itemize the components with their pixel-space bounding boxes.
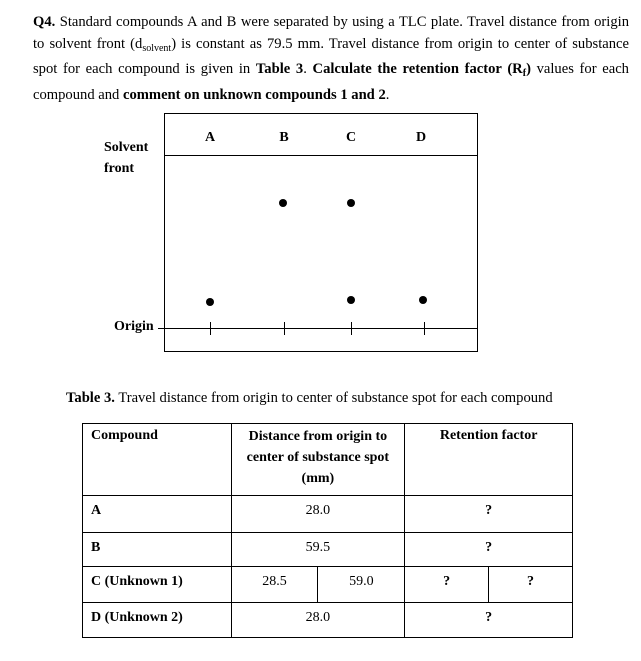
row-a-distance: 28.0 xyxy=(231,496,405,533)
row-c-compound: C (Unknown 1) xyxy=(83,567,232,603)
question-text xyxy=(33,12,629,106)
spot-b xyxy=(279,199,287,207)
instruction-close: ) xyxy=(526,61,531,77)
row-d-compound: D (Unknown 2) xyxy=(83,603,232,638)
question-text-5: . xyxy=(385,86,390,103)
row-c-distance-2: 59.0 xyxy=(318,567,405,603)
table-row xyxy=(83,496,573,533)
row-b-compound: B xyxy=(83,533,232,567)
row-c-rf-1: ? xyxy=(405,567,489,603)
question-text-3: . xyxy=(303,61,313,77)
tlc-plate xyxy=(164,113,478,352)
table-header-row xyxy=(83,424,573,496)
origin-tick-d xyxy=(424,322,425,335)
instruction-text: Calculate the retention factor (R xyxy=(312,61,523,77)
table-caption-text: Travel distance from origin to center of substance spot for each compound xyxy=(114,390,553,406)
row-c-rf-2: ? xyxy=(489,567,573,603)
header-retention-factor: Retention factor xyxy=(405,424,573,496)
question-text-2: ) is constant as 79.5 mm. Travel distance from origin to center of substance spot for each compound is given in xyxy=(33,35,629,77)
spot-c-upper xyxy=(347,199,355,207)
lane-label-c: C xyxy=(345,130,357,145)
row-c-distance-1: 28.5 xyxy=(231,567,318,603)
header-distance-line-1: Distance from origin to xyxy=(248,429,388,444)
spot-c-lower xyxy=(347,296,355,304)
spot-a xyxy=(206,298,214,306)
question-text-4: values for each compound and xyxy=(33,61,629,103)
origin-tick-a xyxy=(210,322,211,335)
row-a-compound: A xyxy=(83,496,232,533)
row-d-rf: ? xyxy=(405,603,573,638)
table-row xyxy=(83,603,573,638)
row-b-distance: 59.5 xyxy=(231,533,405,567)
comment-instruction: comment on unknown compounds 1 and 2 xyxy=(122,86,386,103)
solvent-label-1: Solvent xyxy=(104,140,149,155)
origin-lead-line xyxy=(158,328,164,329)
row-a-rf: ? xyxy=(405,496,573,533)
origin-tick-b xyxy=(284,322,285,335)
origin-line xyxy=(164,328,478,329)
table-row xyxy=(83,567,573,603)
retention-table xyxy=(82,423,573,638)
subscript-f: f xyxy=(522,68,527,79)
table-row xyxy=(83,533,573,567)
origin-label: Origin xyxy=(114,319,154,334)
question-number: Q4. xyxy=(33,14,56,30)
bold-instruction xyxy=(313,61,531,77)
header-distance xyxy=(231,424,405,496)
table-caption-label: Table 3. xyxy=(66,390,115,406)
lane-label-a: A xyxy=(204,130,216,145)
spot-d xyxy=(419,296,427,304)
solvent-front-line xyxy=(164,155,478,156)
solvent-label-2: front xyxy=(104,161,135,176)
row-d-distance: 28.0 xyxy=(231,603,405,638)
header-distance-line-2: center of substance spot xyxy=(246,450,390,465)
table-reference: Table 3 xyxy=(255,61,304,77)
row-b-rf: ? xyxy=(405,533,573,567)
lane-label-b: B xyxy=(279,130,289,145)
header-distance-line-3: (mm) xyxy=(301,471,335,486)
lane-label-d: D xyxy=(415,130,427,145)
table-caption xyxy=(66,390,553,407)
origin-tick-c xyxy=(351,322,352,335)
question-text-1: Standard compounds A and B were separated by using a TLC plate. Travel distance from origin to solvent front (d xyxy=(33,14,629,52)
header-compound: Compound xyxy=(83,424,232,496)
subscript-solvent: solvent xyxy=(142,42,172,54)
